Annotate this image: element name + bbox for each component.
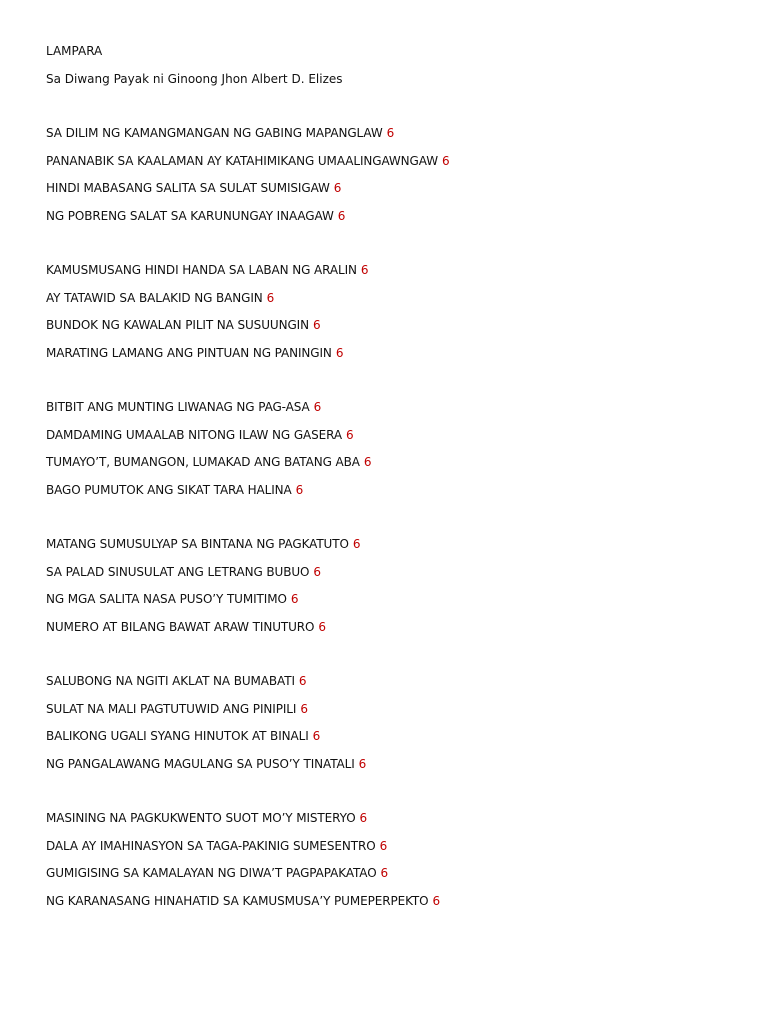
verse-line [46,318,736,332]
verse-text: BALIKONG UGALI SYANG HINUTOK AT BINALI [46,729,309,743]
verse-text: MARATING LAMANG ANG PINTUAN NG PANINGIN [46,345,332,360]
verse-line [46,483,736,497]
syllable-count: 6 [318,619,326,634]
verse-line [46,757,736,771]
verse-line [46,154,736,168]
verse-text: DALA AY IMAHINASYON SA TAGA-PAKINIG SUMESENTRO [46,838,376,853]
syllable-count: 6 [335,345,344,360]
stanza-3 [46,400,736,497]
verse-line [46,565,736,579]
syllable-count: 6 [380,866,389,880]
verse-text: BUNDOK NG KAWALAN PILIT NA SUSUUNGIN [46,318,309,332]
syllable-count: 6 [363,455,372,469]
syllable-count: 6 [352,537,361,551]
verse-line [46,181,736,195]
syllable-count: 6 [300,701,308,716]
stanza-5 [46,674,736,771]
verse-text: DAMDAMING UMAALAB NITONG ILAW NG GASERA [46,427,342,442]
syllable-count: 6 [298,674,307,688]
verse-line [46,400,736,414]
stanza-4 [46,537,736,634]
syllable-count: 6 [441,153,450,168]
verse-text: NG MGA SALITA NASA PUSO’Y TUMITIMO [46,592,287,606]
verse-text: NUMERO AT BILANG BAWAT ARAW TINUTURO [46,619,315,634]
verse-line [46,620,736,634]
verse-text: TUMAYO’T, BUMANGON, LUMAKAD ANG BATANG ABA [46,455,360,469]
verse-text: MASINING NA PAGKUKWENTO SUOT MO’Y MISTERYO [46,811,356,825]
stanza-2 [46,263,736,360]
syllable-count: 6 [312,318,321,332]
verse-text: SA PALAD SINUSULAT ANG LETRANG BUBUO [46,564,310,579]
verse-text: KAMUSMUSANG HINDI HANDA SA LABAN NG ARALIN [46,263,357,277]
document-page [46,44,736,948]
verse-line [46,455,736,469]
stanza-6 [46,811,736,908]
syllable-count: 6 [290,592,299,606]
stanza-1 [46,126,736,223]
poem-title: LAMPARA [46,44,103,58]
verse-line [46,839,736,853]
syllable-count: 6 [359,811,368,825]
verse-text: NG PANGALAWANG MAGULANG SA PUSO’Y TINATALI [46,756,355,771]
verse-text: BITBIT ANG MUNTING LIWANAG NG PAG-ASA [46,400,310,414]
syllable-count: 6 [346,427,354,442]
verse-line [46,674,736,688]
verse-line [46,291,736,305]
verse-line [46,702,736,716]
verse-line [46,811,736,825]
verse-line [46,263,736,277]
syllable-count: 6 [379,838,388,853]
verse-line [46,866,736,880]
syllable-count: 6 [313,564,321,579]
syllable-count: 6 [386,126,395,140]
verse-line [46,729,736,743]
syllable-count: 6 [333,181,342,195]
verse-line [46,126,736,140]
verse-text: SA DILIM NG KAMANGMANGAN NG GABING MAPANGLAW [46,126,383,140]
verse-text: BAGO PUMUTOK ANG SIKAT TARA HALINA [46,482,292,497]
syllable-count: 6 [313,400,322,414]
verse-text: SALUBONG NA NGITI AKLAT NA BUMABATI [46,674,295,688]
syllable-count: 6 [358,756,367,771]
verse-line [46,346,736,360]
syllable-count: 6 [360,263,369,277]
verse-text: NG KARANASANG HINAHATID SA KAMUSMUSA’Y PUMEPERPEKTO [46,893,429,908]
verse-text: AY TATAWID SA BALAKID NG BANGIN [46,290,263,305]
verse-line [46,428,736,442]
syllable-count: 6 [312,729,321,743]
verse-text: PANANABIK SA KAALAMAN AY KATAHIMIKANG UMAALINGAWNGAW [46,153,438,168]
syllable-count: 6 [295,482,304,497]
verse-text: SULAT NA MALI PAGTUTUWID ANG PINIPILI [46,701,297,716]
verse-line [46,894,736,908]
verse-line [46,209,736,223]
author-line: Sa Diwang Payak ni Ginoong Jhon Albert D. Elizes [46,71,343,86]
verse-text: GUMIGISING SA KAMALAYAN NG DIWA’T PAGPAPAKATAO [46,866,377,880]
syllable-count: 6 [266,290,275,305]
verse-line [46,537,736,551]
syllable-count: 6 [432,893,441,908]
verse-line [46,592,736,606]
syllable-count: 6 [337,208,346,223]
verse-text: NG POBRENG SALAT SA KARUNUNGAY INAAGAW [46,208,334,223]
verse-text: MATANG SUMUSULYAP SA BINTANA NG PAGKATUTO [46,537,349,551]
verse-text: HINDI MABASANG SALITA SA SULAT SUMISIGAW [46,181,330,195]
